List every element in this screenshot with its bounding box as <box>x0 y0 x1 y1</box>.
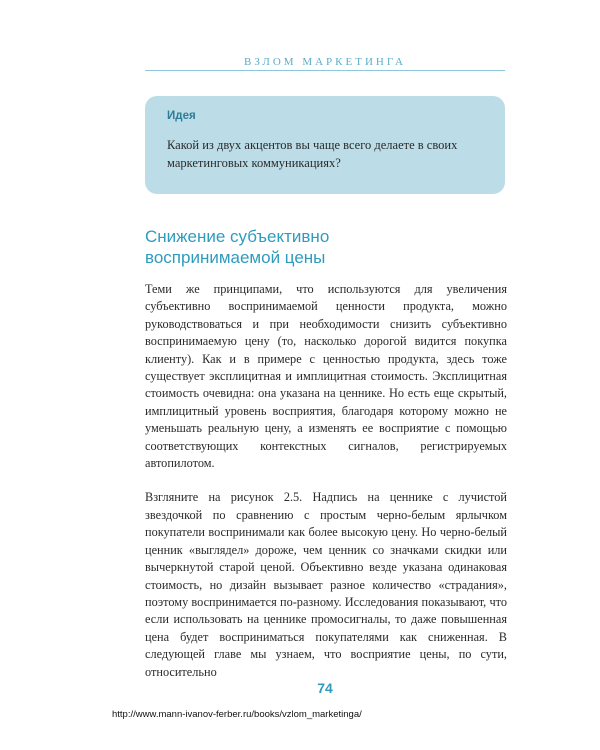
body-text <box>145 281 507 681</box>
section-title-line-1: Снижение субъективно <box>145 227 330 246</box>
idea-label: Идея <box>167 110 196 122</box>
paragraph-1: Теми же принципами, что используются для увеличения субъективно воспринимаемой ценности продукта, можно руководствоваться и при необходимости снизить субъективно воспринимаемую цену (то, насколько дорогой видится покупка клиенту). Как и в примере с ценностью продукта, здесь тоже существует эксплицитная и имплицитная стоимость. Эксплицитная стоимость очевидна: она указана на ценнике. Но есть еще скрытый, имплицитный уровень восприятия, благодаря которому можно не уменьшать реальную цену, а изменять ее восприятие с помощью соответствующих контекстных сигналов, регистрируемых автопилотом. <box>145 282 507 471</box>
page-number: 74 <box>317 680 333 696</box>
header-rule <box>145 70 505 71</box>
section-title <box>145 226 505 268</box>
section-title-line-2: воспринимаемой цены <box>145 248 326 267</box>
running-head: ВЗЛОМ МАРКЕТИНГА <box>244 56 406 68</box>
source-url[interactable]: http://www.mann-ivanov-ferber.ru/books/vzlom_marketinga/ <box>112 709 362 720</box>
idea-text: Какой из двух акцентов вы чаще всего делаете в своих маркетинговых коммуникациях? <box>167 138 458 170</box>
paragraph-2: Взгляните на рисунок 2.5. Надпись на ценнике с лучистой звездочкой по сравнению с простым черно-белым ярлычком покупатели воспринимали как более высокую цену. Но черно-белый ценник «выглядел» дороже, чем ценник со значками скидки или вычеркнутой старой ценой. Объективно везде указана одинаковая стоимость, но дизайн вызывает разное количество «страдания», поэтому воспринимается по-разному. Исследования показывают, что если использовать на ценнике промосигналы, то даже повышенная цена будет восприниматься покупателями как сниженная. В следующей главе мы узнаем, что восприятие цены, по сути, относительно <box>145 490 507 679</box>
idea-callout-box <box>145 96 505 194</box>
